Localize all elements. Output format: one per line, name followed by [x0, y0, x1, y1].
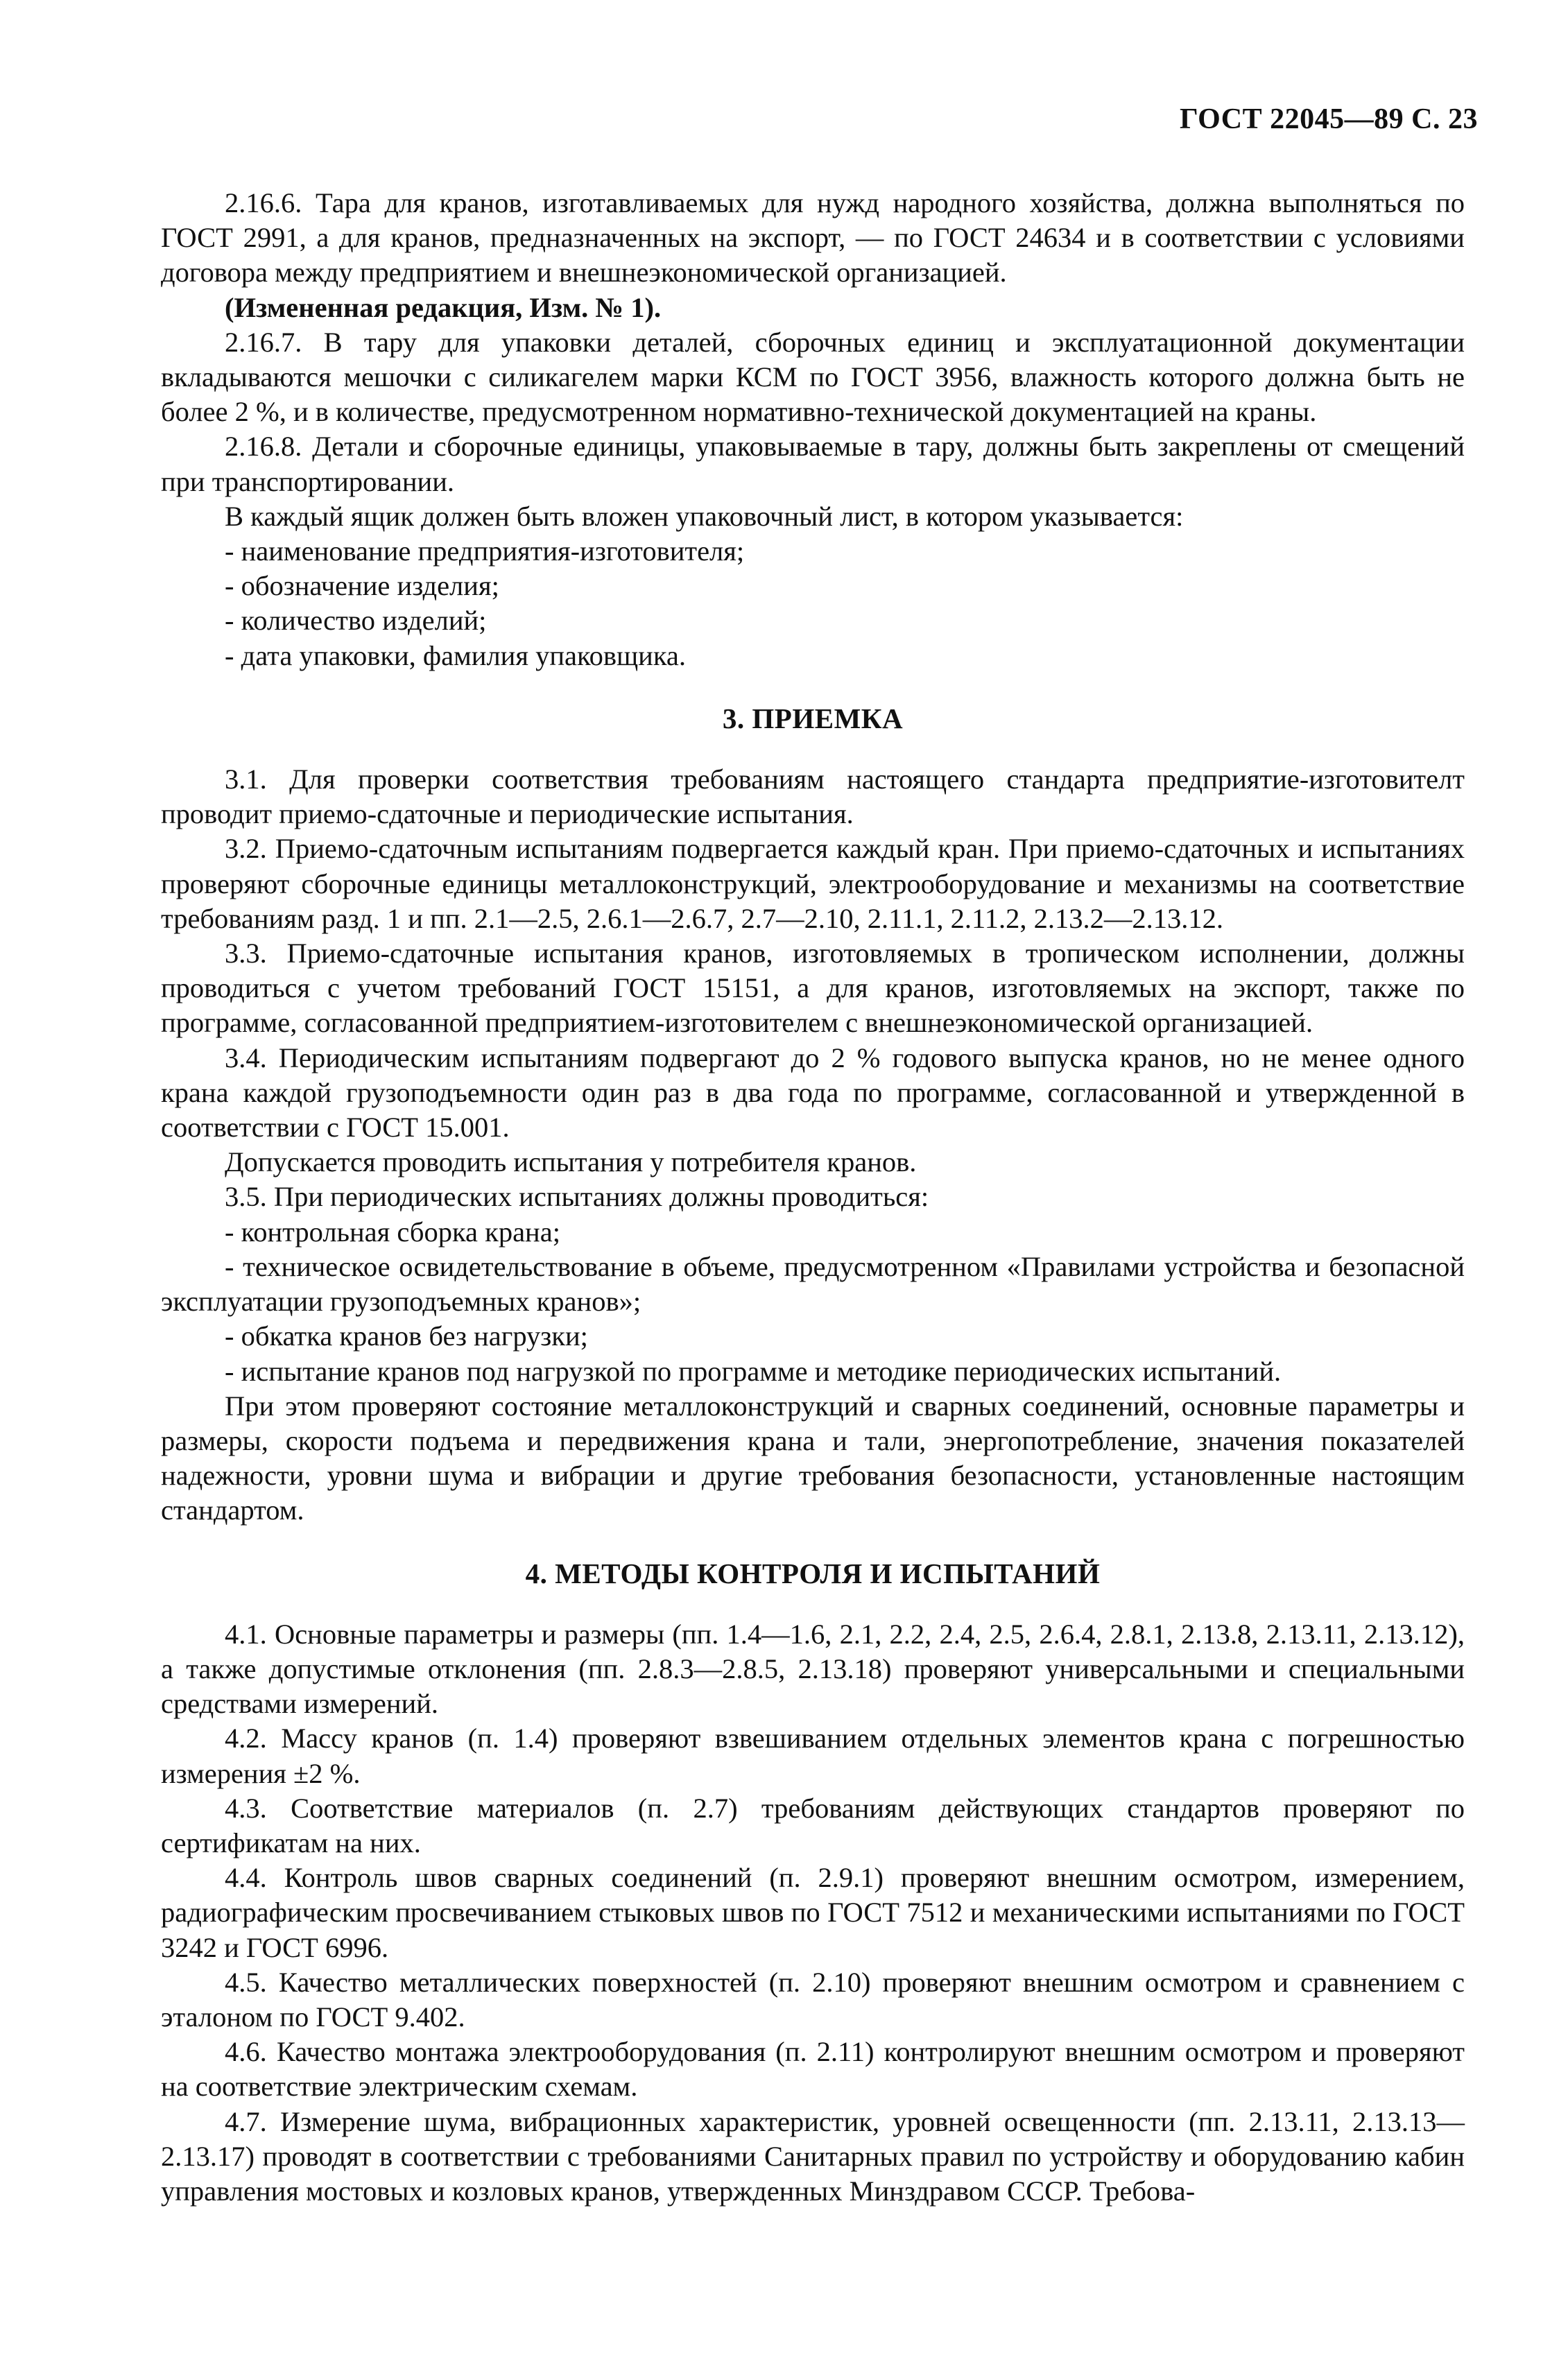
- paragraph-2-16-7: 2.16.7. В тару для упаковки деталей, сборочных единиц и эксплуатационной документации вкладываются мешочки с силикагелем марки КСМ по ГОСТ 3956, влажность которого должна быть не более 2 %, и в количестве, предусмотренном нормативно-технической документацией на краны.: [161, 326, 1465, 428]
- list-item: - количество изделий;: [225, 605, 487, 637]
- page-header: ГОСТ 22045—89 С. 23: [1179, 103, 1478, 135]
- paragraph-4-2: 4.2. Массу кранов (п. 1.4) проверяют взвешиванием отдельных элементов крана с погрешностью измерения ±2 %.: [161, 1723, 1465, 1789]
- paragraph-4-1: 4.1. Основные параметры и размеры (пп. 1.4—1.6, 2.1, 2.2, 2.4, 2.5, 2.6.4, 2.8.1, 2.13.8, 2.13.11, 2.13.12), а также допустимые отклонения (пп. 2.8.3—2.8.5, 2.13.18) проверяют универсальными и специальными средствами измерений.: [161, 1618, 1465, 1720]
- paragraph-packing-list: В каждый ящик должен быть вложен упаковочный лист, в котором указывается:: [225, 500, 1184, 532]
- section-heading-acceptance: 3. ПРИЕМКА: [722, 702, 904, 734]
- paragraph-3-2: 3.2. Приемо-сдаточным испытаниям подвергается каждый кран. При приемо-сдаточных и испытаниях проверяют сборочные единицы металлоконструкций, электрооборудование и механизмы на соответствие требованиям разд. 1 и пп. 2.1—2.5, 2.6.1—2.6.7, 2.7—2.10, 2.11.1, 2.11.2, 2.13.2—2.13.12.: [161, 833, 1465, 934]
- paragraph-2-16-8: 2.16.8. Детали и сборочные единицы, упаковываемые в тару, должны быть закреплены от смещений при транспортировании.: [161, 431, 1465, 497]
- paragraph-3-1: 3.1. Для проверки соответствия требованиям настоящего стандарта предприятие-изготовителт проводит приемо-сдаточные и периодические испытания.: [161, 763, 1465, 830]
- paragraph-3-4: 3.4. Периодическим испытаниям подвергают до 2 % годового выпуска кранов, но не менее одного крана каждой грузоподъемности один раз в два года по программе, согласованной и утвержденной в соответствии с ГОСТ 15.001.: [161, 1042, 1465, 1144]
- edition-note: (Измененная редакция, Изм. № 1).: [225, 291, 662, 323]
- list-item: - испытание кранов под нагрузкой по программе и методике периодических испытаний.: [225, 1355, 1282, 1387]
- paragraph-4-6: 4.6. Качество монтажа электрооборудования (п. 2.11) контролируют внешним осмотром и проверяют на соответствие электрическим схемам.: [161, 2036, 1465, 2103]
- list-item: - обкатка кранов без нагрузки;: [225, 1320, 588, 1352]
- paragraph-3-3: 3.3. Приемо-сдаточные испытания кранов, изготовляемых в тропическом исполнении, должны проводиться с учетом требований ГОСТ 15151, а для кранов, изготовляемых на экспорт, также по программе, согласованной предприятием-изготовителем с внешнеэкономической организацией.: [161, 938, 1465, 1039]
- list-item: - дата упаковки, фамилия упаковщика.: [225, 639, 687, 671]
- paragraph-3-5: 3.5. При периодических испытаниях должны проводиться:: [225, 1181, 929, 1213]
- paragraph-3-5-checks: При этом проверяют состояние металлоконструкций и сварных соединений, основные параметры и размеры, скорости подъема и передвижения крана и тали, энергопотребление, значения показателей надежности, уровни шума и вибрации и другие требования безопасности, установленные настоящим стандартом.: [161, 1390, 1465, 1526]
- paragraph-3-4-note: Допускается проводить испытания у потребителя кранов.: [225, 1146, 917, 1178]
- paragraph-4-4: 4.4. Контроль швов сварных соединений (п. 2.9.1) проверяют внешним осмотром, измерением, радиографическим просвечиванием стыковых швов по ГОСТ 7512 и механическими испытаниями по ГОСТ 3242 и ГОСТ 6996.: [161, 1862, 1465, 1963]
- list-item: - обозначение изделия;: [225, 570, 499, 602]
- paragraph-4-7: 4.7. Измерение шума, вибрационных характеристик, уровней освещенности (пп. 2.13.11, 2.13.13—2.13.17) проводят в соответствии с требованиями Санитарных правил по устройству и оборудованию кабин управления мостовых и козловых кранов, утвержденных Минздравом СССР. Требова-: [161, 2105, 1465, 2207]
- paragraph-4-5: 4.5. Качество металлических поверхностей (п. 2.10) проверяют внешним осмотром и сравнением с эталоном по ГОСТ 9.402.: [161, 1966, 1465, 2033]
- paragraph-4-3: 4.3. Соответствие материалов (п. 2.7) требованиям действующих стандартов проверяют по сертификатам на них.: [161, 1792, 1465, 1858]
- document-body: [161, 186, 1465, 2209]
- list-item: - контрольная сборка крана;: [225, 1216, 560, 1248]
- section-heading-test-methods: 4. МЕТОДЫ КОНТРОЛЯ И ИСПЫТАНИЙ: [525, 1557, 1101, 1589]
- list-item: - техническое освидетельствование в объеме, предусмотренном «Правилами устройства и безопасной эксплуатации грузоподъемных кранов»;: [161, 1250, 1465, 1318]
- list-item: - наименование предприятия-изготовителя;: [225, 535, 745, 567]
- paragraph-2-16-6: 2.16.6. Тара для кранов, изготавливаемых для нужд народного хозяйства, должна выполняться по ГОСТ 2991, а для кранов, предназначенных на экспорт, — по ГОСТ 24634 и в соответствии с условиями договора между предприятием и внешнеэкономической организацией.: [161, 187, 1465, 288]
